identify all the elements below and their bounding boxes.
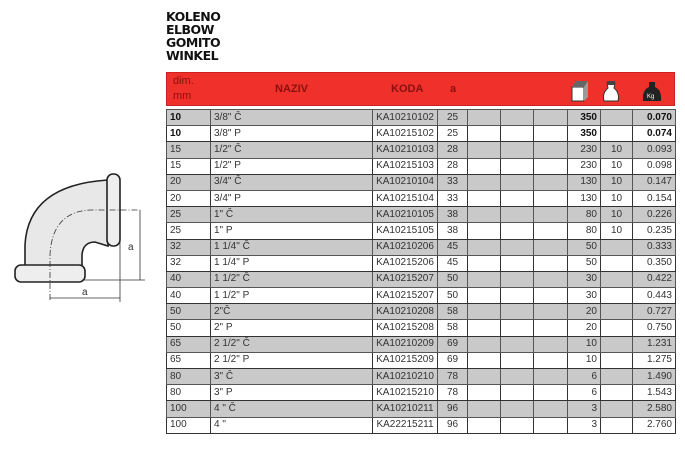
empty-cell (534, 255, 568, 271)
empty-cell (534, 417, 568, 433)
koda-cell: KA10210206 (373, 239, 438, 255)
weight-cell: 0.235 (633, 223, 676, 239)
elbow-table (166, 109, 676, 434)
qty-box-cell: 6 (568, 369, 601, 385)
empty-cell (501, 207, 534, 223)
empty-cell (468, 223, 501, 239)
table-row (167, 288, 676, 304)
table-row (167, 271, 676, 287)
weight-cell: 0.443 (633, 288, 676, 304)
table-row (167, 385, 676, 401)
qty-box-cell: 80 (568, 223, 601, 239)
weight-cell: 0.098 (633, 158, 676, 174)
empty-cell (534, 288, 568, 304)
dim-cell: 10 (167, 126, 211, 142)
empty-cell (501, 271, 534, 287)
dim-cell: 32 (167, 255, 211, 271)
a-cell: 50 (438, 271, 468, 287)
a-cell: 58 (438, 304, 468, 320)
empty-cell (534, 352, 568, 368)
naziv-cell: 2 1/2" Č (211, 336, 373, 352)
empty-cell (534, 207, 568, 223)
qty-bag-cell (601, 110, 633, 126)
header-dim: dim. (173, 75, 194, 87)
koda-cell: KA10210104 (373, 174, 438, 190)
dim-cell: 15 (167, 158, 211, 174)
empty-cell (468, 255, 501, 271)
empty-cell (534, 336, 568, 352)
a-cell: 25 (438, 110, 468, 126)
elbow-diagram (0, 130, 165, 310)
a-cell: 96 (438, 401, 468, 417)
dimension-label-horizontal: a (82, 287, 88, 298)
naziv-cell: 4 " (211, 417, 373, 433)
koda-cell: KA10215207 (373, 271, 438, 287)
weight-cell: 0.093 (633, 142, 676, 158)
table-row (167, 336, 676, 352)
qty-bag-cell (601, 255, 633, 271)
empty-cell (534, 158, 568, 174)
dimension-label-vertical: a (128, 242, 134, 253)
qty-bag-cell (601, 401, 633, 417)
empty-cell (534, 401, 568, 417)
title-line: KOLENO (166, 9, 221, 24)
naziv-cell: 2"Č (211, 304, 373, 320)
title-line: GOMITO (166, 35, 221, 50)
empty-cell (501, 288, 534, 304)
empty-cell (501, 336, 534, 352)
weight-cell: 0.727 (633, 304, 676, 320)
naziv-cell: 3" Č (211, 369, 373, 385)
weight-cell: 0.070 (633, 110, 676, 126)
qty-bag-cell (601, 336, 633, 352)
dim-cell: 15 (167, 142, 211, 158)
header-a: a (450, 83, 457, 95)
weight-cell: 1.231 (633, 336, 676, 352)
a-cell: 28 (438, 142, 468, 158)
product-title (166, 10, 220, 62)
naziv-cell: 1/2" Č (211, 142, 373, 158)
dim-cell: 100 (167, 417, 211, 433)
qty-box-cell: 350 (568, 110, 601, 126)
a-cell: 33 (438, 190, 468, 206)
qty-bag-cell (601, 352, 633, 368)
qty-box-cell: 30 (568, 288, 601, 304)
naziv-cell: 1/2" P (211, 158, 373, 174)
bag-icon (601, 79, 621, 103)
qty-bag-cell (601, 385, 633, 401)
empty-cell (468, 207, 501, 223)
box-icon (569, 79, 589, 103)
empty-cell (468, 352, 501, 368)
qty-box-cell: 350 (568, 126, 601, 142)
naziv-cell: 1 1/4" Č (211, 239, 373, 255)
a-cell: 96 (438, 417, 468, 433)
table-header (166, 72, 675, 106)
table-row (167, 207, 676, 223)
empty-cell (468, 142, 501, 158)
dim-cell: 32 (167, 239, 211, 255)
qty-box-cell: 20 (568, 320, 601, 336)
qty-bag-cell (601, 126, 633, 142)
qty-bag-cell: 10 (601, 190, 633, 206)
koda-cell: KA10210209 (373, 336, 438, 352)
naziv-cell: 3/8" Č (211, 110, 373, 126)
naziv-cell: 3/4" P (211, 190, 373, 206)
empty-cell (501, 239, 534, 255)
qty-bag-cell (601, 320, 633, 336)
naziv-cell: 1 1/2" Č (211, 271, 373, 287)
title-line: WINKEL (166, 48, 219, 63)
qty-box-cell: 50 (568, 255, 601, 271)
title-line: ELBOW (166, 22, 214, 37)
weight-cell: 0.154 (633, 190, 676, 206)
qty-box-cell: 50 (568, 239, 601, 255)
a-cell: 45 (438, 255, 468, 271)
weight-kg-icon (641, 79, 663, 103)
empty-cell (501, 369, 534, 385)
empty-cell (534, 190, 568, 206)
koda-cell: KA10215105 (373, 223, 438, 239)
table-row (167, 223, 676, 239)
weight-cell: 0.750 (633, 320, 676, 336)
qty-bag-cell: 10 (601, 174, 633, 190)
empty-cell (501, 158, 534, 174)
empty-cell (534, 239, 568, 255)
a-cell: 45 (438, 239, 468, 255)
empty-cell (468, 158, 501, 174)
empty-cell (468, 110, 501, 126)
weight-cell: 1.490 (633, 369, 676, 385)
table-row (167, 174, 676, 190)
qty-bag-cell: 10 (601, 223, 633, 239)
naziv-cell: 3/4" Č (211, 174, 373, 190)
empty-cell (534, 110, 568, 126)
koda-cell: KA10215210 (373, 385, 438, 401)
dim-cell: 40 (167, 288, 211, 304)
naziv-cell: 1 1/2" P (211, 288, 373, 304)
qty-bag-cell (601, 239, 633, 255)
empty-cell (468, 239, 501, 255)
header-mm: mm (173, 90, 192, 102)
koda-cell: KA10210211 (373, 401, 438, 417)
header-naziv: NAZIV (275, 83, 308, 95)
koda-cell: KA10210208 (373, 304, 438, 320)
empty-cell (468, 320, 501, 336)
koda-cell: KA10215208 (373, 320, 438, 336)
weight-cell: 0.422 (633, 271, 676, 287)
qty-bag-cell (601, 271, 633, 287)
empty-cell (468, 304, 501, 320)
dim-cell: 80 (167, 369, 211, 385)
weight-cell: 0.350 (633, 255, 676, 271)
koda-cell: KA10210210 (373, 369, 438, 385)
a-cell: 50 (438, 288, 468, 304)
table-row (167, 255, 676, 271)
qty-bag-cell (601, 304, 633, 320)
a-cell: 78 (438, 385, 468, 401)
empty-cell (501, 174, 534, 190)
koda-cell: KA10210103 (373, 142, 438, 158)
empty-cell (468, 401, 501, 417)
dim-cell: 25 (167, 223, 211, 239)
dim-cell: 10 (167, 110, 211, 126)
qty-bag-cell (601, 369, 633, 385)
qty-box-cell: 6 (568, 385, 601, 401)
empty-cell (468, 174, 501, 190)
header-koda: KODA (391, 83, 424, 95)
dim-cell: 100 (167, 401, 211, 417)
qty-bag-cell: 10 (601, 158, 633, 174)
empty-cell (534, 320, 568, 336)
a-cell: 38 (438, 207, 468, 223)
koda-cell: KA10215209 (373, 352, 438, 368)
qty-box-cell: 3 (568, 401, 601, 417)
a-cell: 69 (438, 352, 468, 368)
empty-cell (468, 271, 501, 287)
empty-cell (468, 288, 501, 304)
qty-box-cell: 30 (568, 271, 601, 287)
naziv-cell: 1 1/4" P (211, 255, 373, 271)
weight-cell: 0.333 (633, 239, 676, 255)
empty-cell (501, 223, 534, 239)
empty-cell (501, 401, 534, 417)
table-row (167, 239, 676, 255)
empty-cell (501, 110, 534, 126)
qty-box-cell: 80 (568, 207, 601, 223)
a-cell: 28 (438, 158, 468, 174)
dim-cell: 40 (167, 271, 211, 287)
table-row (167, 142, 676, 158)
koda-cell: KA10210102 (373, 110, 438, 126)
empty-cell (468, 417, 501, 433)
a-cell: 25 (438, 126, 468, 142)
empty-cell (534, 174, 568, 190)
dim-cell: 65 (167, 336, 211, 352)
koda-cell: KA10215104 (373, 190, 438, 206)
empty-cell (501, 126, 534, 142)
table-row (167, 401, 676, 417)
table-row (167, 110, 676, 126)
empty-cell (534, 126, 568, 142)
table-row (167, 320, 676, 336)
empty-cell (468, 126, 501, 142)
empty-cell (501, 255, 534, 271)
kg-label: Kg (647, 94, 655, 100)
a-cell: 58 (438, 320, 468, 336)
qty-bag-cell (601, 417, 633, 433)
qty-box-cell: 20 (568, 304, 601, 320)
koda-cell: KA22215211 (373, 417, 438, 433)
empty-cell (501, 385, 534, 401)
empty-cell (534, 369, 568, 385)
qty-box-cell: 3 (568, 417, 601, 433)
empty-cell (501, 352, 534, 368)
empty-cell (534, 271, 568, 287)
empty-cell (468, 190, 501, 206)
weight-cell: 0.074 (633, 126, 676, 142)
table-row (167, 304, 676, 320)
dim-cell: 20 (167, 174, 211, 190)
a-cell: 38 (438, 223, 468, 239)
qty-box-cell: 230 (568, 142, 601, 158)
qty-bag-cell (601, 288, 633, 304)
empty-cell (468, 369, 501, 385)
table-row (167, 158, 676, 174)
empty-cell (501, 142, 534, 158)
empty-cell (501, 320, 534, 336)
a-cell: 69 (438, 336, 468, 352)
koda-cell: KA10210105 (373, 207, 438, 223)
a-cell: 78 (438, 369, 468, 385)
qty-box-cell: 130 (568, 190, 601, 206)
dim-cell: 50 (167, 304, 211, 320)
koda-cell: KA10215103 (373, 158, 438, 174)
qty-box-cell: 10 (568, 336, 601, 352)
naziv-cell: 4 " Č (211, 401, 373, 417)
weight-cell: 0.147 (633, 174, 676, 190)
qty-box-cell: 10 (568, 352, 601, 368)
weight-cell: 0.226 (633, 207, 676, 223)
naziv-cell: 2 1/2" P (211, 352, 373, 368)
qty-bag-cell: 10 (601, 142, 633, 158)
empty-cell (501, 190, 534, 206)
naziv-cell: 3/8" P (211, 126, 373, 142)
table-row (167, 190, 676, 206)
weight-cell: 1.275 (633, 352, 676, 368)
empty-cell (501, 417, 534, 433)
dim-cell: 80 (167, 385, 211, 401)
empty-cell (534, 142, 568, 158)
weight-cell: 2.760 (633, 417, 676, 433)
naziv-cell: 1" Č (211, 207, 373, 223)
table-row (167, 352, 676, 368)
naziv-cell: 1" P (211, 223, 373, 239)
koda-cell: KA10215207 (373, 288, 438, 304)
a-cell: 33 (438, 174, 468, 190)
qty-bag-cell: 10 (601, 207, 633, 223)
naziv-cell: 2" P (211, 320, 373, 336)
table-row (167, 417, 676, 433)
empty-cell (534, 223, 568, 239)
dim-cell: 25 (167, 207, 211, 223)
empty-cell (501, 304, 534, 320)
table-row (167, 369, 676, 385)
qty-box-cell: 230 (568, 158, 601, 174)
table-row (167, 126, 676, 142)
empty-cell (468, 385, 501, 401)
weight-cell: 2.580 (633, 401, 676, 417)
dim-cell: 50 (167, 320, 211, 336)
weight-cell: 1.543 (633, 385, 676, 401)
dim-cell: 20 (167, 190, 211, 206)
empty-cell (534, 385, 568, 401)
qty-box-cell: 130 (568, 174, 601, 190)
koda-cell: KA10215206 (373, 255, 438, 271)
dim-cell: 65 (167, 352, 211, 368)
empty-cell (468, 336, 501, 352)
empty-cell (534, 304, 568, 320)
naziv-cell: 3" P (211, 385, 373, 401)
koda-cell: KA10215102 (373, 126, 438, 142)
